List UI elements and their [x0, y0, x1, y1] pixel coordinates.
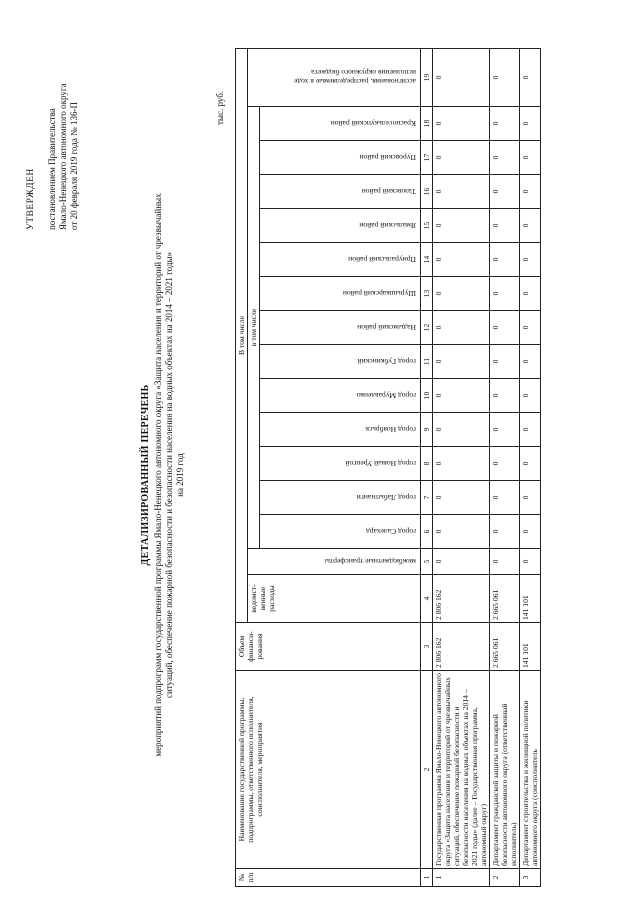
row-value: 0 — [433, 243, 490, 277]
row-value: 0 — [433, 107, 490, 141]
program-table — [235, 48, 541, 887]
header-assignments: ассигнования, распределяемые в ходе исполнения окружного бюджета — [248, 49, 421, 107]
row-value: 0 — [433, 481, 490, 515]
row-volume: 2 806 162 — [433, 623, 490, 671]
row-value: 0 — [490, 49, 520, 107]
row-value: 0 — [490, 515, 520, 549]
approval-line: от 20 февраля 2019 года № 136-П — [69, 102, 79, 230]
row-departmental: 141 101 — [520, 575, 541, 623]
column-number: 14 — [421, 243, 433, 277]
column-number: 16 — [421, 175, 433, 209]
row-value: 0 — [520, 141, 541, 175]
row-value: 0 — [520, 447, 541, 481]
row-value: 0 — [490, 447, 520, 481]
row-value: 0 — [490, 345, 520, 379]
row-departmental: 2 806 162 — [433, 575, 490, 623]
column-number: 9 — [421, 413, 433, 447]
header-municipality: город Новый Уренгой — [260, 447, 421, 481]
row-departmental: 2 665 061 — [490, 575, 520, 623]
column-number: 3 — [421, 623, 433, 671]
column-number: 18 — [421, 107, 433, 141]
row-value: 0 — [433, 515, 490, 549]
document-year: на 2019 год — [175, 453, 185, 497]
row-value: 0 — [520, 243, 541, 277]
column-number: 15 — [421, 209, 433, 243]
column-number: 10 — [421, 379, 433, 413]
header-municipality: Шурышкарский район — [260, 277, 421, 311]
header-municipality: Красноселькупский район — [260, 107, 421, 141]
document-subtitle: мероприятий подпрограмм государственной программы Ямало-Ненецкого автономного округа «Защита населения и территорий от чрезвычайных — [153, 193, 163, 757]
row-value: 0 — [433, 175, 490, 209]
row-value: 0 — [520, 277, 541, 311]
document-heading — [140, 85, 186, 865]
row-name: Государственная программа Ямало-Ненецкого автономного округа «Защита населения и территорий от чрезвычайных ситуаций, обеспечение пожарной безопасности и безопасности населения на водных объектах на 2014 – 2021 годы» (далее – Государственная программа, автономный округ) — [433, 671, 490, 869]
row-value: 0 — [433, 345, 490, 379]
row-value: 0 — [490, 209, 520, 243]
column-number: 1 — [421, 869, 433, 887]
row-value: 0 — [490, 311, 520, 345]
row-value: 0 — [490, 379, 520, 413]
row-value: 0 — [490, 549, 520, 575]
row-value: 0 — [433, 209, 490, 243]
column-number: 17 — [421, 141, 433, 175]
row-value: 0 — [490, 175, 520, 209]
row-name: Департамент гражданской защиты и пожарной безопасности автономного округа (ответственный исполнитель) — [490, 671, 520, 869]
row-value: 0 — [433, 379, 490, 413]
units-label: тыс. руб. — [215, 90, 225, 125]
row-value: 0 — [520, 175, 541, 209]
row-value: 0 — [520, 549, 541, 575]
header-volume: Объем финанси-рования — [236, 623, 421, 671]
header-municipality: Пуровский район — [260, 141, 421, 175]
approval-stamp — [26, 10, 80, 230]
document-title: ДЕТАЛИЗИРОВАННЫЙ ПЕРЕЧЕНЬ — [140, 384, 151, 566]
header-num: № п/п — [236, 869, 421, 887]
row-value: 0 — [520, 49, 541, 107]
row-value: 0 — [520, 481, 541, 515]
row-value: 0 — [490, 481, 520, 515]
column-number: 11 — [421, 345, 433, 379]
header-departmental: ведомст-венные расходы — [248, 575, 421, 623]
column-number: 4 — [421, 575, 433, 623]
row-value: 0 — [520, 107, 541, 141]
row-value: 0 — [433, 549, 490, 575]
row-name: Департамент строительства и жилищной политики автономного округа (соисполнитель — [520, 671, 541, 869]
row-value: 0 — [520, 209, 541, 243]
row-value: 0 — [490, 141, 520, 175]
row-value: 0 — [520, 345, 541, 379]
header-name: Наименование государственной программы, подпрограммы, ответственного исполнителя, соисполнителя, мероприятия — [236, 671, 421, 869]
table-row — [433, 49, 490, 887]
approval-line: Ямало-Ненецкого автономного округа — [58, 83, 68, 230]
document-subtitle: ситуаций, обеспечение пожарной безопасности и безопасности населения на водных объектах на 2014 – 2021 годы» — [164, 252, 174, 698]
header-municipality: Тазовский район — [260, 175, 421, 209]
row-number: 1 — [433, 869, 490, 887]
column-number: 5 — [421, 549, 433, 575]
table-row — [520, 49, 541, 887]
row-value: 0 — [433, 311, 490, 345]
row-volume: 2 665 061 — [490, 623, 520, 671]
column-number: 19 — [421, 49, 433, 107]
column-number: 12 — [421, 311, 433, 345]
column-number: 6 — [421, 515, 433, 549]
header-including: В том числе — [236, 49, 248, 623]
row-volume: 141 101 — [520, 623, 541, 671]
row-value: 0 — [520, 515, 541, 549]
row-value: 0 — [490, 277, 520, 311]
column-number: 13 — [421, 277, 433, 311]
row-value: 0 — [520, 379, 541, 413]
row-value: 0 — [490, 413, 520, 447]
header-municipality: город Муравленко — [260, 379, 421, 413]
row-value: 0 — [490, 107, 520, 141]
column-number: 2 — [421, 671, 433, 869]
approval-line: постановлением Правительства — [47, 108, 57, 230]
header-municipality: Приуральский район — [260, 243, 421, 277]
row-value: 0 — [433, 277, 490, 311]
row-value: 0 — [433, 49, 490, 107]
header-municipality: город Губкинский — [260, 345, 421, 379]
row-number: 2 — [490, 869, 520, 887]
column-number: 8 — [421, 447, 433, 481]
table-row — [490, 49, 520, 887]
header-municipality: город Салехард — [260, 515, 421, 549]
column-number: 7 — [421, 481, 433, 515]
row-number: 3 — [520, 869, 541, 887]
row-value: 0 — [520, 413, 541, 447]
approval-title: УТВЕРЖДЕН — [26, 168, 36, 230]
header-municipality: город Ноябрьск — [260, 413, 421, 447]
header-interbudget: межбюджетные трансферты — [248, 549, 421, 575]
header-municipality: Надымский район — [260, 311, 421, 345]
row-value: 0 — [433, 141, 490, 175]
header-municipality: Ямальский район — [260, 209, 421, 243]
row-value: 0 — [433, 413, 490, 447]
header-municipality: город Лабытнанги — [260, 481, 421, 515]
row-value: 0 — [520, 311, 541, 345]
row-value: 0 — [490, 243, 520, 277]
header-including-sub: в том числе — [248, 107, 260, 549]
row-value: 0 — [433, 447, 490, 481]
